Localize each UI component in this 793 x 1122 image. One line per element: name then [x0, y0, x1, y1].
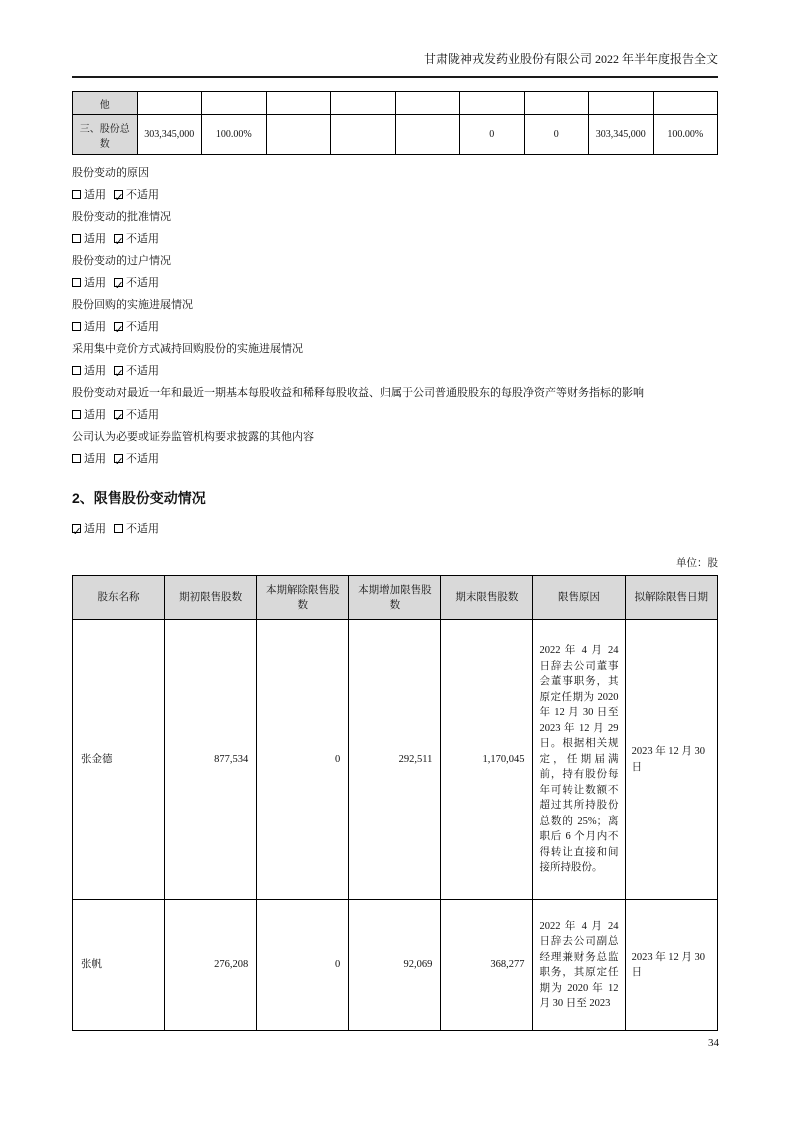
unit-label: 单位：股 [676, 558, 718, 569]
applicable-label: 适用 [84, 233, 106, 245]
released-shares-cell: 0 [257, 900, 349, 1031]
not-applicable-label: 不适用 [126, 233, 159, 245]
checkbox-applicable-icon [72, 234, 81, 243]
change-subtotal-cell: 0 [524, 115, 589, 155]
section-title: 公司认为必要或证券监管机构要求披露的其他内容 [72, 431, 314, 443]
total-shares-before-cell: 303,345,000 [137, 115, 202, 155]
checkbox-not-applicable-icon [114, 234, 123, 243]
applicable-label: 适用 [84, 189, 106, 201]
table-cell [331, 115, 396, 155]
checkbox-not-applicable-icon [114, 190, 123, 199]
not-applicable-label: 不适用 [126, 523, 159, 535]
restricted-shares-table [72, 575, 718, 1031]
shareholder-name-cell: 张金德 [73, 620, 165, 900]
checkbox-applicable-icon [72, 278, 81, 287]
col-header-release-date: 拟解除限售日期 [625, 576, 717, 620]
not-applicable-label: 不适用 [126, 277, 159, 289]
applicability-row [72, 360, 718, 382]
release-date-cell: 2023 年 12 月 30 日 [625, 620, 717, 900]
shareholder-name-cell: 张帆 [73, 900, 165, 1031]
applicable-label: 适用 [84, 453, 106, 465]
table-cell [266, 115, 331, 155]
page-number: 34 [708, 1037, 719, 1049]
applicability-row [72, 316, 718, 338]
table-row [73, 900, 718, 1031]
not-applicable-label: 不适用 [126, 189, 159, 201]
change-cell: 0 [460, 115, 525, 155]
total-shares-after-cell: 303,345,000 [589, 115, 654, 155]
table-cell [331, 92, 396, 115]
section-title: 股份变动的过户情况 [72, 255, 171, 267]
closing-shares-cell: 1,170,045 [441, 620, 533, 900]
applicability-row [72, 448, 718, 470]
share-change-summary-table [72, 91, 718, 155]
checkbox-not-applicable-icon [114, 322, 123, 331]
added-shares-cell: 92,069 [349, 900, 441, 1031]
document-header [72, 52, 718, 78]
restriction-reason-cell: 2022 年 4 月 24 日辞去公司副总经理兼财务总监职务，其原定任期为 2020 年 12 月 30 日至 2023 [533, 900, 625, 1031]
release-date-cell: 2023 年 12 月 30 日 [625, 900, 717, 1031]
table-cell [137, 92, 202, 115]
added-shares-cell: 292,511 [349, 620, 441, 900]
checkbox-applicable-icon [72, 366, 81, 375]
table-header-row [73, 576, 718, 620]
applicable-label: 适用 [84, 321, 106, 333]
col-header-released: 本期解除限售股数 [257, 576, 349, 620]
row-label-cell: 三、股份总数 [73, 115, 138, 155]
applicable-label: 适用 [84, 277, 106, 289]
col-header-closing-restricted: 期末限售股数 [441, 576, 533, 620]
restriction-reason-cell: 2022 年 4 月 24 日辞去公司董事会董事职务，其原定任期为 2020 年 12 月 30 日至 2023 年 12 月 29 日。根据相关规定，任期届满前，持有股份每年可转让数额不超过其所持股份总数的 25%；离职后 6 个月内不得转让直接和间接所持股份。 [533, 620, 625, 900]
not-applicable-label: 不适用 [126, 321, 159, 333]
table-cell [395, 115, 460, 155]
applicable-label: 适用 [84, 409, 106, 421]
checkbox-applicable-icon [72, 454, 81, 463]
col-header-reason: 限售原因 [533, 576, 625, 620]
col-header-opening-restricted: 期初限售股数 [165, 576, 257, 620]
table-cell [524, 92, 589, 115]
checkbox-not-applicable-icon [114, 524, 123, 533]
section-title: 股份变动对最近一年和最近一期基本每股收益和稀释每股收益、归属于公司普通股股东的每股净资产等财务指标的影响 [72, 387, 644, 399]
section-title: 股份回购的实施进展情况 [72, 299, 193, 311]
applicability-row [72, 184, 718, 206]
table-row [73, 620, 718, 900]
checkbox-not-applicable-icon [114, 278, 123, 287]
released-shares-cell: 0 [257, 620, 349, 900]
applicability-row [72, 272, 718, 294]
percent-after-cell: 100.00% [653, 115, 718, 155]
table-row-other [73, 92, 718, 115]
row-label-cell: 他 [73, 92, 138, 115]
checkbox-applicable-icon [72, 524, 81, 533]
table-cell [395, 92, 460, 115]
checkbox-applicable-icon [72, 190, 81, 199]
checkbox-not-applicable-icon [114, 454, 123, 463]
section-title: 采用集中竞价方式减持回购股份的实施进展情况 [72, 343, 303, 355]
percent-before-cell: 100.00% [202, 115, 267, 155]
opening-shares-cell: 276,208 [165, 900, 257, 1031]
section-title: 股份变动的批准情况 [72, 211, 171, 223]
header-title: 甘肃陇神戎发药业股份有限公司 2022 年半年度报告全文 [423, 52, 718, 66]
checkbox-not-applicable-icon [114, 366, 123, 375]
closing-shares-cell: 368,277 [441, 900, 533, 1031]
not-applicable-label: 不适用 [126, 453, 159, 465]
table-row-total-shares [73, 115, 718, 155]
checkbox-applicable-icon [72, 322, 81, 331]
applicability-row [72, 518, 718, 540]
applicability-row [72, 404, 718, 426]
applicability-sections [72, 162, 718, 470]
not-applicable-label: 不适用 [126, 365, 159, 377]
table-cell [653, 92, 718, 115]
table-cell [202, 92, 267, 115]
col-header-added: 本期增加限售股数 [349, 576, 441, 620]
section-title: 股份变动的原因 [72, 167, 149, 179]
section-heading-restricted-shares: 2、限售股份变动情况 [72, 490, 206, 506]
applicable-label: 适用 [84, 523, 106, 535]
table-cell [266, 92, 331, 115]
table-cell [460, 92, 525, 115]
col-header-shareholder: 股东名称 [73, 576, 165, 620]
not-applicable-label: 不适用 [126, 409, 159, 421]
table-cell [589, 92, 654, 115]
checkbox-applicable-icon [72, 410, 81, 419]
applicable-label: 适用 [84, 365, 106, 377]
opening-shares-cell: 877,534 [165, 620, 257, 900]
applicability-row [72, 228, 718, 250]
checkbox-not-applicable-icon [114, 410, 123, 419]
